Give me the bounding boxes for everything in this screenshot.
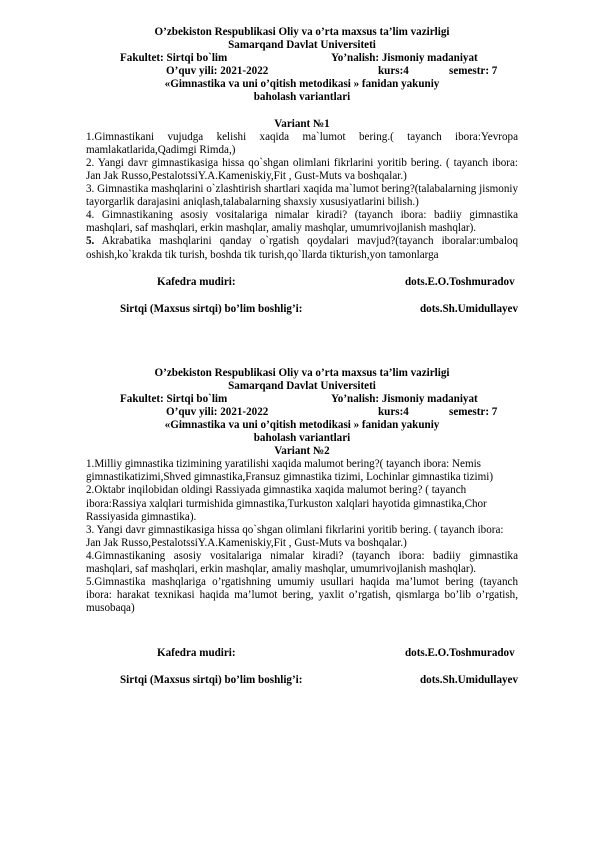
university-name: Samarqand Davlat Universiteti bbox=[228, 39, 376, 52]
question-4: 4. Gimnastikaning asosiy vositalariga nimalar kiradi? (tayanch ibora: badiiy gimnastika mashqlari, saf mashqlari, erkin mashqlar, amaliy mashqlar, umumrivojlanish mashqlar). bbox=[86, 209, 518, 235]
academic-year: O’quv yili: 2021-2022 bbox=[166, 405, 269, 418]
dept-signature-row bbox=[86, 303, 518, 317]
question-1: 1.Gimnastikani vujudga kelishi xaqida ma`lumot bering.( tayanch ibora:Yevropa mamlakatlarida,Qadimgi Rimda,) bbox=[86, 130, 518, 156]
question-5-number: 5. bbox=[86, 235, 95, 248]
head-name: dots.E.O.Toshmuradov bbox=[405, 275, 515, 288]
course-label: kurs:4 bbox=[378, 405, 409, 418]
question-2: 2. Yangi davr gimnastikasiga hissa qo`shgan olimlani fikrlarini yoritib bering. ( tayanch ibora: Jan Jak Russo,PestalotssiY.A.Kameniskiy,Fit , Gust-Muts va boshqalar.) bbox=[86, 156, 518, 182]
year-course-row bbox=[86, 406, 518, 419]
faculty-direction-row bbox=[86, 393, 518, 406]
variant-title: Variant №1 bbox=[274, 117, 330, 130]
year-course-row bbox=[86, 65, 518, 78]
dept-label: Sirtqi (Maxsus sirtqi) bo’lim boshlig’i: bbox=[120, 674, 303, 687]
question-5-text: Akrabatika mashqlarini qanday o`rgatish qoydalari mavjud?(tayanch iboralar:umbaloq bbox=[94, 235, 518, 248]
variant-2-block bbox=[86, 367, 518, 689]
head-name: dots.E.O.Toshmuradov bbox=[405, 647, 515, 660]
head-signature-row bbox=[86, 647, 518, 661]
question-3: 3. Yangi davr gimnastikasiga hissa qo`shgan olimlani fikrlarini yoritib bering. ( tayanch ibora: Jan Jak Russo,PestalotssiY.A.Kameniskiy,Fit , Gust-Muts va boshqalar.) bbox=[86, 523, 504, 549]
direction-label: Yo’nalish: Jismoniy madaniyat bbox=[331, 52, 478, 65]
question-5: 5.Gimnastika mashqlariga o’rgatishning umumiy usullari haqida ma’lumot bering (tayanch ibora: harakat texnikasi haqida ma’lumot bering, yaxlit o’rgatish, qismlarga bo’lib o’rgatish, musobaqa) bbox=[86, 576, 518, 615]
question-3: 3. Gimnastika mashqlarini o`zlashtirish shartlari xaqida ma`lumot bering?(talabalarning jismoniy tayorgarlik darajasini aniqlash,talabalarning shaxsiy xususiyatlarini bilish.) bbox=[86, 183, 518, 209]
academic-year: O’quv yili: 2021-2022 bbox=[166, 65, 269, 78]
head-label: Kafedra mudiri: bbox=[157, 275, 236, 288]
question-5 bbox=[86, 235, 518, 248]
subject-title: «Gimnastika va uni o’qitish metodikasi » fanidan yakuniy bbox=[164, 78, 440, 91]
variant-title: Variant №2 bbox=[274, 445, 330, 458]
course-label: kurs:4 bbox=[378, 65, 409, 78]
faculty-label: Fakultet: Sirtqi bo`lim bbox=[120, 392, 228, 405]
university-name: Samarqand Davlat Universiteti bbox=[228, 379, 376, 392]
question-5-continued: oshish,ko`krakda tik turish, boshda tik turish,qo`llarda tikturish,yon tamonlarga bbox=[86, 248, 439, 261]
ministry-title: O’zbekiston Respublikasi Oliy va o’rta maxsus ta’lim vazirligi bbox=[154, 26, 450, 38]
variant-1-block bbox=[86, 26, 518, 317]
question-2: 2.Oktabr inqilobidan oldingi Rassiyada gimnastika xaqida malumot bering? ( tayanch ibora:Rassiya xalqlari turmishida gimnastika,Turkuston xalqlari hayotida gimnastika,Chor Rassiyasida gimnastika). bbox=[86, 484, 487, 523]
faculty-label: Fakultet: Sirtqi bo`lim bbox=[120, 52, 228, 65]
direction-label: Yo’nalish: Jismoniy madaniyat bbox=[331, 392, 478, 405]
document-page bbox=[86, 26, 518, 688]
dept-name: dots.Sh.Umidullayev bbox=[420, 674, 519, 687]
semester-label: semestr: 7 bbox=[449, 65, 498, 78]
question-1: 1.Milliy gimnastika tizimining yaratilishi xaqida malumot bering?( tayanch ibora: Nemis gimnastikatizimi,Shved gimnastika,Fransuz gimnastika tizimi, Lochinlar gimnastika tizimi) bbox=[86, 458, 494, 484]
document-title: baholash variantlari bbox=[253, 91, 351, 104]
dept-name: dots.Sh.Umidullayev bbox=[420, 302, 519, 315]
dept-signature-row bbox=[86, 674, 518, 688]
subject-title: «Gimnastika va uni o’qitish metodikasi » fanidan yakuniy bbox=[164, 418, 440, 431]
faculty-direction-row bbox=[86, 52, 518, 65]
question-4: 4.Gimnastikaning asosiy vositalariga nimalar kiradi? (tayanch ibora: badiiy gimnastika mashqlari, saf mashqlari, erkin mashqlar, amaliy mashqlar, umumrivojlanish mashqlar). bbox=[86, 549, 518, 575]
dept-label: Sirtqi (Maxsus sirtqi) bo’lim boshlig’i: bbox=[120, 302, 303, 315]
document-title: baholash variantlari bbox=[253, 432, 351, 445]
ministry-title: O’zbekiston Respublikasi Oliy va o’rta maxsus ta’lim vazirligi bbox=[154, 366, 450, 379]
head-signature-row bbox=[86, 276, 518, 290]
semester-label: semestr: 7 bbox=[449, 405, 498, 418]
head-label: Kafedra mudiri: bbox=[157, 647, 236, 660]
